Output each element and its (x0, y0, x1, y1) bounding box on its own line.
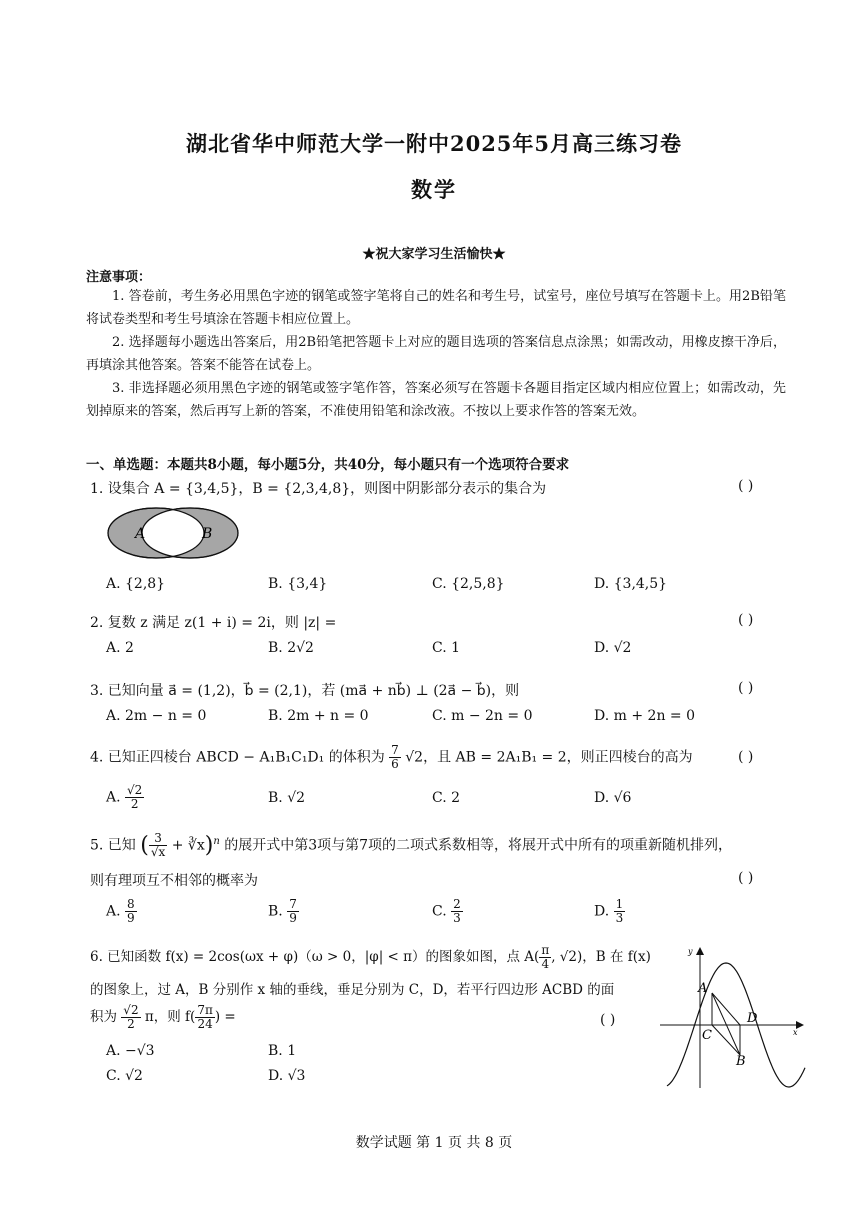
q1-option-d: D. {3,4,5} (594, 576, 668, 592)
notice-item-2: 2. 选择题每小题选出答案后，用2B铅笔把答题卡上对应的题目选项的答案信息点涂黑；如需改动，用橡皮擦干净后，再填涂其他答案。答案不能答在试卷上。 (86, 335, 786, 373)
q1-option-b: B. {3,4} (268, 576, 328, 592)
q3-option-d: D. m + 2n = 0 (594, 708, 695, 724)
question-6-line-2: 的图象上，过 A，B 分别作 x 轴的垂线，垂足分别为 C，D，若平行四边形 ACBD 的面 (90, 982, 615, 998)
exam-subject: 数学 (411, 177, 457, 202)
page-footer: 数学试题 第 1 页 共 8 页 (355, 1135, 513, 1151)
notice-item-3: 3. 非选择题必须用黑色字迹的钢笔或签字笔作答，答案必须写在答题卡各题目指定区域内相应位置上；如需改动，先划掉原来的答案，然后再写上新的答案，不准使用铅笔和涂改液。不按以上要求作答的答案无效。 (86, 381, 786, 419)
question-1-stem: 1. 设集合 A = {3,4,5}，B = {2,3,4,8}，则图中阴影部分表示的集合为 (90, 481, 547, 497)
section-heading: 一、单选题：本题共8小题，每小题5分，共40分，每小题只有一个选项符合要求 (86, 457, 570, 473)
q6-option-b: B. 1 (268, 1043, 297, 1059)
q2-option-b: B. 2√2 (268, 640, 314, 656)
cosine-graph (655, 938, 815, 1093)
answer-bracket-3: ( ) (738, 680, 754, 696)
q4-option-a: A. $\frac{√2}{2}$ (106, 783, 143, 811)
q4-option-d: D. √6 (594, 790, 632, 806)
motto: ★祝大家学习生活愉快★ (362, 247, 506, 262)
q3-option-c: C. m − 2n = 0 (432, 708, 533, 724)
point-b-label: B (736, 1054, 746, 1069)
exam-title: 湖北省华中师范大学一附中2025年5月高三练习卷 (185, 131, 683, 156)
point-c-label: C (702, 1028, 712, 1043)
notice-heading: 注意事项： (86, 270, 152, 285)
q5-option-d: D. $\frac{1}{3}$ (594, 897, 624, 925)
point-a-label: A (698, 981, 708, 996)
answer-bracket-2: ( ) (738, 612, 754, 628)
venn-label-a: A (135, 526, 146, 542)
q4-stem-part-b: √2，且 AB = 2A₁B₁ = 2，则正四棱台的高为 (405, 749, 693, 766)
y-axis-label: y (688, 947, 693, 956)
question-2-stem: 2. 复数 z 满足 z(1 + i) = 2i，则 |z| = (90, 615, 337, 631)
notice-item-1: 1. 答卷前，考生务必用黑色字迹的钢笔或签字笔将自己的姓名和考生号，试室号，座位号填写在答题卡上。用2B铅笔将试卷类型和考生号填涂在答题卡相应位置上。 (86, 289, 786, 327)
point-d-label: D (747, 1011, 758, 1026)
answer-bracket-4: ( ) (738, 749, 754, 765)
q4-option-b: B. √2 (268, 790, 306, 806)
question-5-stem: 5. 已知 ( $\frac{3}{√x}$ + ∛x)$^n$ 的展开式中第3项与第7项的二项式系数相等，将展开式中所有的项重新随机排列， (90, 831, 733, 859)
q5-option-c: C. $\frac{2}{3}$ (432, 897, 461, 925)
q1-option-c: C. {2,5,8} (432, 576, 505, 592)
q4-volume-fraction: $\frac{7}{6}$ (391, 743, 399, 771)
q6-option-a: A. −√3 (106, 1043, 155, 1059)
question-5-stem-line-2: 则有理项互不相邻的概率为 (90, 873, 258, 889)
q2-option-c: C. 1 (432, 640, 461, 656)
venn-label-b: B (202, 526, 213, 542)
q6-option-c: C. √2 (106, 1068, 143, 1084)
q1-option-a: A. {2,8} (106, 576, 166, 592)
q6-option-d: D. √3 (268, 1068, 306, 1084)
question-4-stem (90, 744, 693, 771)
venn-diagram (104, 503, 244, 565)
answer-bracket-5: ( ) (738, 870, 754, 886)
q3-option-b: B. 2m + n = 0 (268, 708, 369, 724)
q4-stem-part-a: 4. 已知正四棱台 ABCD − A₁B₁C₁D₁ 的体积为 (90, 749, 385, 766)
x-axis-label: x (793, 1028, 798, 1037)
q2-option-d: D. √2 (594, 640, 632, 656)
answer-bracket-6: ( ) (600, 1012, 616, 1028)
question-6-line-1: 6. 已知函数 f(x) = 2cos(ωx + φ)（ω > 0，|φ| < π）的图象如图，点 A( $\frac{\pi}{4}$ , √2)，B 在 f(x) (90, 943, 651, 971)
question-3-stem: 3. 已知向量 a⃗ = (1,2)，b⃗ = (2,1)，若 (ma⃗ + nb⃗) ⊥ (2a⃗ − b⃗)，则 (90, 683, 520, 699)
diagonal-ab (712, 993, 740, 1055)
q5-option-b: B. $\frac{7}{9}$ (268, 897, 297, 925)
answer-bracket-1: ( ) (738, 478, 754, 494)
q5-expr-fraction: $\frac{3}{√x}$ (150, 831, 166, 859)
q2-option-a: A. 2 (106, 640, 134, 656)
q4-option-c: C. 2 (432, 790, 461, 806)
q3-option-a: A. 2m − n = 0 (106, 708, 207, 724)
question-6-line-3: 积为 $\frac{√2}{2}$ π，则 f( $\frac{7\pi}{24}$ ) = (90, 1003, 236, 1031)
q5-option-a: A. $\frac{8}{9}$ (106, 897, 135, 925)
